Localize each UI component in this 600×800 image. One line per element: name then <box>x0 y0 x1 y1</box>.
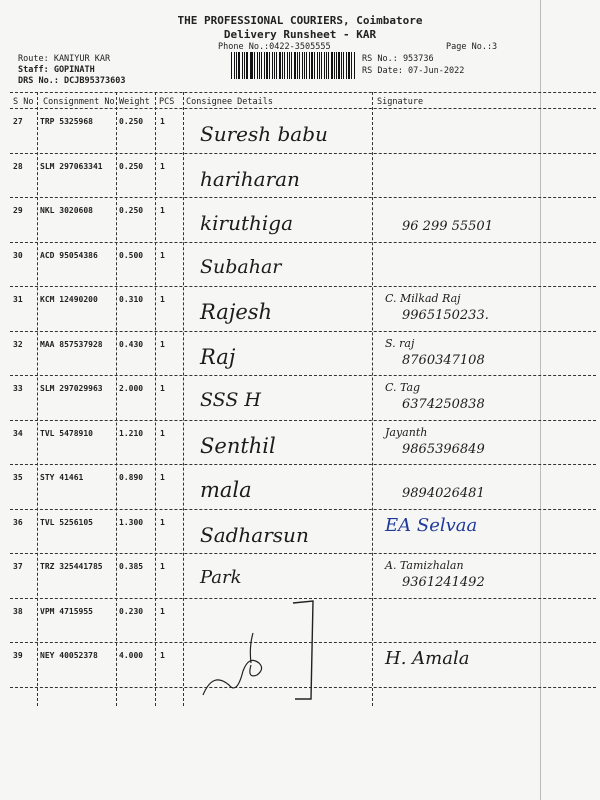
barcode-bar <box>343 52 344 79</box>
row-consignment-no: STY 41461 <box>40 473 84 482</box>
row-sno: 38 <box>13 606 23 616</box>
barcode-bar <box>236 52 237 79</box>
row-rule <box>10 553 596 554</box>
row-weight: 0.430 <box>119 339 144 349</box>
barcode-bar <box>282 52 283 79</box>
row-consignee-handwritten: Senthil <box>200 433 276 458</box>
barcode-bar <box>244 52 245 79</box>
barcode-bar <box>328 52 329 79</box>
row-weight: 0.385 <box>119 562 144 571</box>
barcode-bar <box>319 52 320 79</box>
row-pcs: 1 <box>160 161 165 171</box>
barcode-bar <box>250 52 251 79</box>
row-consignee-handwritten: Subahar <box>200 255 282 278</box>
row-consignment-no: ACD 95054386 <box>40 250 98 260</box>
row-sno: 29 <box>13 206 23 215</box>
page-number: Page No.:3 <box>446 42 498 52</box>
row-weight: 0.250 <box>119 117 144 126</box>
col-header-signature: Signature <box>377 97 424 107</box>
row-pcs: 1 <box>160 517 165 527</box>
scribbled-signature <box>195 595 325 705</box>
row-sno: 31 <box>13 295 23 304</box>
barcode-bar <box>279 52 281 79</box>
barcode-bar <box>264 52 265 79</box>
row-consignment-no: SLM 297063341 <box>40 161 103 171</box>
barcode-bar <box>346 52 347 79</box>
barcode-bar <box>231 52 232 79</box>
row-rule <box>10 242 596 243</box>
barcode-bar <box>321 52 322 79</box>
row-sno: 33 <box>13 384 23 393</box>
col-header-weight: Weight <box>119 97 150 107</box>
barcode-bar <box>251 52 253 79</box>
row-consignment-no: TRZ 325441785 <box>40 562 103 571</box>
row-rule <box>10 375 596 376</box>
row-rule <box>10 420 596 421</box>
row-consignment-no: MAA 857537928 <box>40 339 103 349</box>
row-pcs: 1 <box>160 250 165 260</box>
barcode-bar <box>272 52 273 79</box>
staff-label: Staff: GOPINATH <box>18 65 95 75</box>
row-phone-handwritten: 8760347108 <box>402 352 485 368</box>
row-weight: 4.000 <box>119 651 144 660</box>
barcode-bar <box>242 52 243 79</box>
row-pcs: 1 <box>160 384 165 393</box>
row-weight: 0.890 <box>119 473 144 482</box>
barcode-bar <box>291 52 292 79</box>
barcode-bar <box>326 52 327 79</box>
barcode-bar <box>302 52 303 79</box>
barcode-bar <box>259 52 260 79</box>
barcode-bar <box>306 52 307 79</box>
row-rule <box>10 509 596 510</box>
barcode-bar <box>304 52 305 79</box>
row-consignment-no: SLM 297029963 <box>40 384 103 393</box>
row-consignment-no: TRP 5325968 <box>40 117 93 126</box>
barcode-bar <box>274 52 275 79</box>
barcode-bar <box>284 52 285 79</box>
barcode-bar <box>234 52 235 79</box>
row-consignee-handwritten: Raj <box>200 344 236 369</box>
row-phone-handwritten: 96 299 55501 <box>402 219 493 234</box>
row-weight: 0.250 <box>119 206 144 215</box>
row-signature-handwritten: A. Tamizhalan <box>385 559 464 572</box>
row-weight: 0.250 <box>119 161 144 171</box>
row-sno: 34 <box>13 428 23 438</box>
row-pcs: 1 <box>160 562 165 571</box>
row-sno: 28 <box>13 161 23 171</box>
barcode-bar <box>289 52 290 79</box>
row-rule <box>10 153 596 154</box>
col-header-pcs: PCS <box>159 97 175 107</box>
row-rule <box>10 331 596 332</box>
sheet-title: Delivery Runsheet - KAR <box>223 28 377 41</box>
row-weight: 0.230 <box>119 606 144 616</box>
row-signature-handwritten: EA Selvaa <box>385 514 478 536</box>
row-consignment-no: TVL 5256105 <box>40 517 93 527</box>
row-sno: 37 <box>13 562 23 571</box>
row-pcs: 1 <box>160 339 165 349</box>
row-pcs: 1 <box>160 651 165 660</box>
barcode <box>231 52 356 79</box>
row-weight: 0.500 <box>119 250 144 260</box>
col-divider <box>37 92 38 706</box>
barcode-bar <box>266 52 268 79</box>
barcode-bar <box>254 52 255 79</box>
barcode-bar <box>309 52 310 79</box>
page-edge <box>540 0 541 800</box>
barcode-bar <box>311 52 313 79</box>
row-signature-handwritten: C. Milkad Raj <box>385 292 461 305</box>
row-consignee-handwritten: hariharan <box>200 166 300 191</box>
barcode-bar <box>336 52 337 79</box>
row-consignee-handwritten: Park <box>200 567 242 588</box>
row-weight: 1.300 <box>119 517 144 527</box>
barcode-bar <box>354 52 355 79</box>
row-rule <box>10 197 596 198</box>
barcode-bar <box>287 52 288 79</box>
company-name: THE PROFESSIONAL COURIERS, Coimbatore <box>177 14 423 27</box>
row-signature-handwritten: S. raj <box>385 336 415 350</box>
row-signature-handwritten: H. Amala <box>385 648 470 669</box>
barcode-bar <box>297 52 298 79</box>
barcode-bar <box>261 52 262 79</box>
barcode-bar <box>338 52 339 79</box>
row-consignee-handwritten: Sadharsun <box>200 522 309 547</box>
row-rule <box>10 464 596 465</box>
row-consignment-no: VPM 4715955 <box>40 606 93 616</box>
barcode-bar <box>294 52 296 79</box>
row-signature-handwritten: C. Tag <box>385 381 421 394</box>
col-divider <box>372 92 373 706</box>
row-sno: 32 <box>13 339 23 349</box>
row-pcs: 1 <box>160 606 165 616</box>
row-phone-handwritten: 9965150233. <box>402 308 489 323</box>
barcode-bar <box>334 52 335 79</box>
route-label: Route: KANIYUR KAR <box>18 54 111 64</box>
row-weight: 1.210 <box>119 428 144 438</box>
col-divider <box>155 92 156 706</box>
row-consignee-handwritten: kiruthiga <box>200 211 293 235</box>
col-header-consignment: Consignment No <box>43 97 115 107</box>
barcode-bar <box>351 52 352 79</box>
row-phone-handwritten: 9894026481 <box>402 486 485 501</box>
barcode-bar <box>314 52 315 79</box>
barcode-bar <box>348 52 350 79</box>
row-consignee-handwritten: mala <box>200 478 252 502</box>
row-sno: 36 <box>13 517 23 527</box>
table-header-rule <box>10 108 596 109</box>
row-consignee-handwritten: SSS H <box>200 389 261 411</box>
row-consignment-no: NKL 3020608 <box>40 206 93 215</box>
col-divider <box>183 92 184 706</box>
barcode-bar <box>317 52 318 79</box>
row-phone-handwritten: 9361241492 <box>402 575 485 590</box>
row-consignment-no: KCM 12490200 <box>40 295 98 304</box>
row-sno: 35 <box>13 473 23 482</box>
row-consignment-no: TVL 5478910 <box>40 428 93 438</box>
row-pcs: 1 <box>160 295 165 304</box>
row-phone-handwritten: 6374250838 <box>402 397 485 412</box>
barcode-bar <box>269 52 270 79</box>
row-signature-handwritten: Jayanth <box>385 425 428 439</box>
row-sno: 27 <box>13 117 23 126</box>
barcode-bar <box>257 52 258 79</box>
barcode-bar <box>299 52 300 79</box>
row-pcs: 1 <box>160 117 165 126</box>
row-consignee-handwritten: Suresh babu <box>200 122 328 146</box>
rs-date: RS Date: 07-Jun-2022 <box>362 66 465 76</box>
row-phone-handwritten: 9865396849 <box>402 441 485 457</box>
row-sno: 39 <box>13 651 23 660</box>
row-rule <box>10 286 596 287</box>
row-weight: 2.000 <box>119 384 144 393</box>
col-header-sno: S No <box>13 97 34 107</box>
row-weight: 0.310 <box>119 295 144 304</box>
col-header-consignee: Consignee Details <box>186 97 273 107</box>
phone-number: Phone No.:0422-3505555 <box>218 42 331 52</box>
row-consignee-handwritten: Rajesh <box>200 300 273 324</box>
row-sno: 30 <box>13 250 23 260</box>
barcode-bar <box>324 52 325 79</box>
row-pcs: 1 <box>160 428 165 438</box>
barcode-bar <box>246 52 247 79</box>
row-pcs: 1 <box>160 206 165 215</box>
barcode-bar <box>276 52 277 79</box>
row-pcs: 1 <box>160 473 165 482</box>
table-top-rule <box>10 92 596 93</box>
barcode-bar <box>238 52 240 79</box>
barcode-bar <box>331 52 333 79</box>
drs-number: DRS No.: DCJB95373603 <box>18 76 126 86</box>
row-consignment-no: NEY 40052378 <box>40 651 98 660</box>
rs-number: RS No.: 953736 <box>362 54 434 64</box>
barcode-bar <box>341 52 342 79</box>
col-divider <box>116 92 117 706</box>
